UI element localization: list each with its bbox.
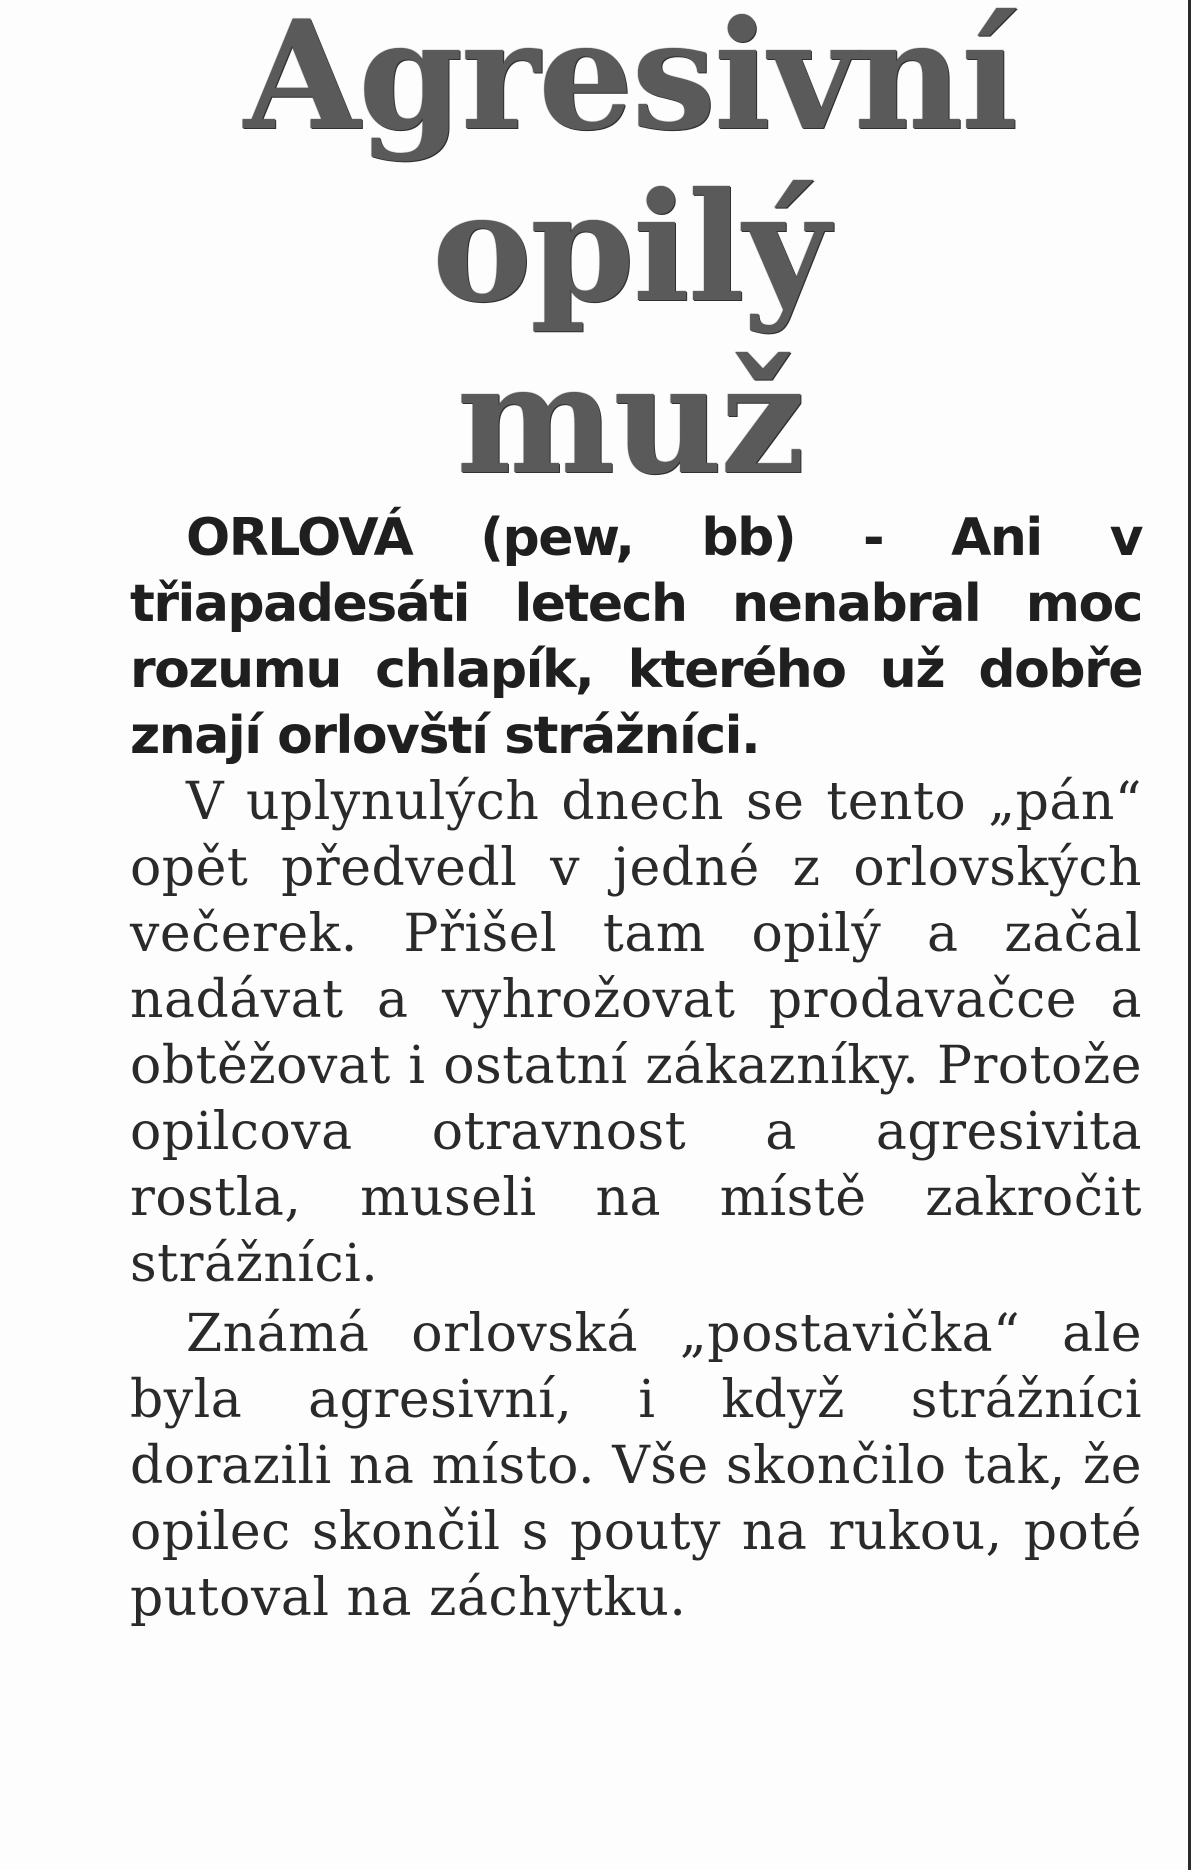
headline	[130, 0, 1130, 506]
headline-line-2: opilý	[431, 160, 829, 336]
article-lead: ORLOVÁ (pew, bb) - Ani v třiapadesáti letech nenabral moc rozumu chlapík, kterého už dobře znají orlovští strážníci.	[130, 508, 1142, 766]
headline-line-3: muž	[456, 332, 804, 508]
column-rule	[1188, 0, 1191, 1870]
article-paragraph-2: Známá orlovská „postavička“ ale byla agresivní, i když strážníci dorazili na místo. Vše skončilo tak, že opilec skončil s pouty na rukou, poté putoval na záchytku.	[130, 1304, 1142, 1628]
article-body	[130, 505, 1142, 1631]
article-paragraph-1: V uplynulých dnech se tento „pán“ opět předvedl v jedné z orlovských večerek. Přišel tam opilý a začal nadávat a vyhrožovat prodavačce a obtěžovat i ostatní zákazníky. Protože opilcova otravnost a agresivita rostla, museli na místě zakročit strážníci.	[130, 772, 1142, 1294]
headline-line-1: Agresivní	[243, 0, 1017, 164]
